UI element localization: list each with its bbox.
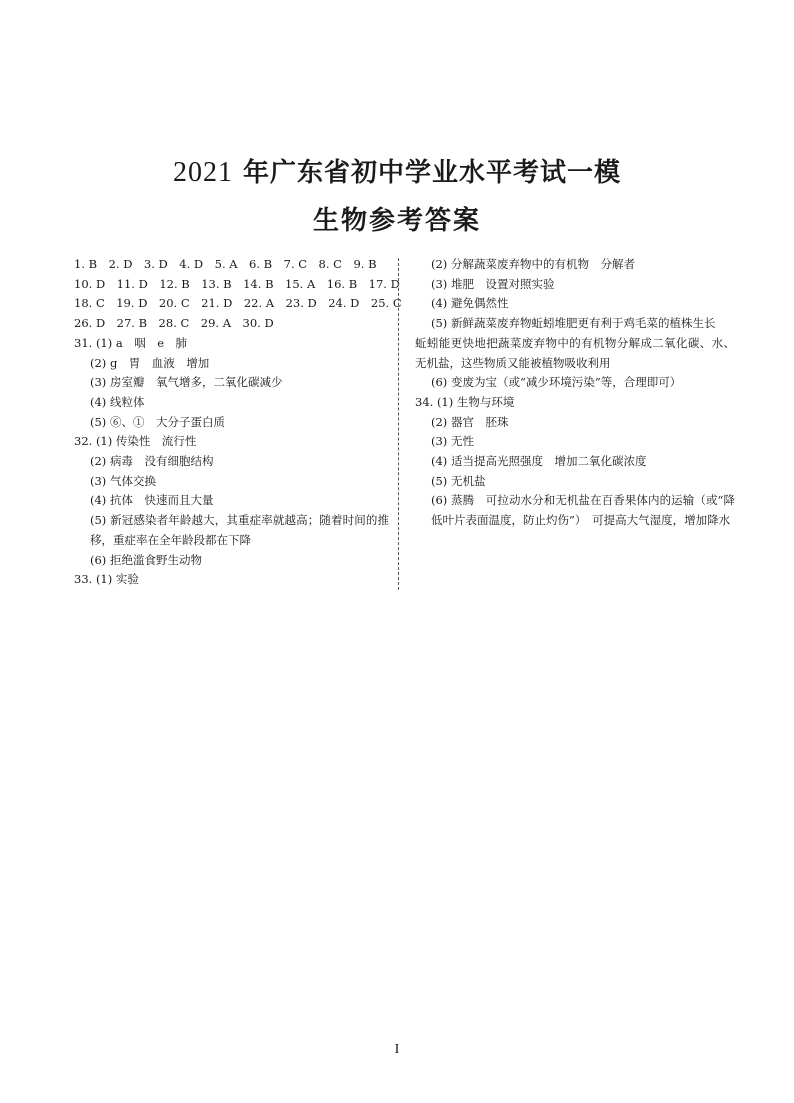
q32-answer-6: (6) 拒绝滥食野生动物 xyxy=(90,552,202,567)
q32-answer-1: 32. (1) 传染性 流行性 xyxy=(74,434,197,449)
title-text: 年广东省初中学业水平考试一模 xyxy=(232,158,622,188)
q32-answer-5: (5) 新冠感染者年龄越大，其重症率就越高；随着时间的推移，重症率在全年龄段都在下降 xyxy=(90,513,389,547)
q34-answer-4: (4) 适当提高光照强度 增加二氧化碳浓度 xyxy=(431,454,647,469)
q31-answer-5: (5) ⑥、① 大分子蛋白质 xyxy=(90,414,225,429)
q34-answer-5: (5) 无机盐 xyxy=(431,473,486,488)
q34-answer-3: (3) 无性 xyxy=(431,434,474,449)
answer-column-left xyxy=(74,255,402,590)
q31-answer-2: (2) g 胃 血液 增加 xyxy=(90,355,210,370)
q33-answer-5-explanation: 蚯蚓能更快地把蔬菜废弃物中的有机物分解成二氧化碳、水、无机盐，这些物质又能被植物吸收利用 xyxy=(415,335,735,370)
title-year: 2021 xyxy=(172,157,233,188)
answer-column-right xyxy=(415,255,735,531)
q33-answer-4: (4) 避免偶然性 xyxy=(431,296,509,311)
q31-answer-1: 31. (1) a 咽 e 肺 xyxy=(74,335,188,350)
q34-answer-2: (2) 器官 胚珠 xyxy=(431,414,509,429)
q34-answer-1: 34. (1) 生物与环境 xyxy=(415,394,515,409)
document-subtitle: 生物参考答案 xyxy=(312,206,481,236)
mc-answers-row-3: 18. C 19. D 20. C 21. D 22. A 23. D 24. D 25. C xyxy=(74,296,402,311)
q33-answer-1: 33. (1) 实验 xyxy=(74,572,139,587)
document-title xyxy=(0,152,794,189)
q33-answer-6: (6) 变废为宝（或“减少环境污染”等，合理即可） xyxy=(431,375,682,390)
q34-answer-6: (6) 蒸腾 可拉动水分和无机盐在百香果体内的运输（或“降低叶片表面温度，防止灼伤”） 可提高大气湿度，增加降水 xyxy=(431,493,735,528)
mc-answers-row-4: 26. D 27. B 28. C 29. A 30. D xyxy=(74,316,274,331)
q31-answer-3: (3) 房室瓣 氧气增多，二氧化碳减少 xyxy=(90,375,283,390)
mc-answers-row-2: 10. D 11. D 12. B 13. B 14. B 15. A 16. B 17. D xyxy=(74,276,400,291)
q33-answer-2: (2) 分解蔬菜废弃物中的有机物 分解者 xyxy=(431,257,635,271)
mc-answers-row-1: 1. B 2. D 3. D 4. D 5. A 6. B 7. C 8. C 9. B xyxy=(74,257,377,271)
q31-answer-4: (4) 线粒体 xyxy=(90,394,145,409)
q33-answer-5: (5) 新鲜蔬菜废弃物蚯蚓堆肥更有利于鸡毛菜的植株生长 xyxy=(431,316,716,331)
column-divider xyxy=(398,258,399,590)
q32-answer-3: (3) 气体交换 xyxy=(90,473,156,488)
q33-answer-3: (3) 堆肥 设置对照实验 xyxy=(431,276,555,291)
q32-answer-2: (2) 病毒 没有细胞结构 xyxy=(90,454,214,469)
q32-answer-4: (4) 抗体 快速而且大量 xyxy=(90,493,214,508)
page-number: I xyxy=(394,1042,400,1057)
